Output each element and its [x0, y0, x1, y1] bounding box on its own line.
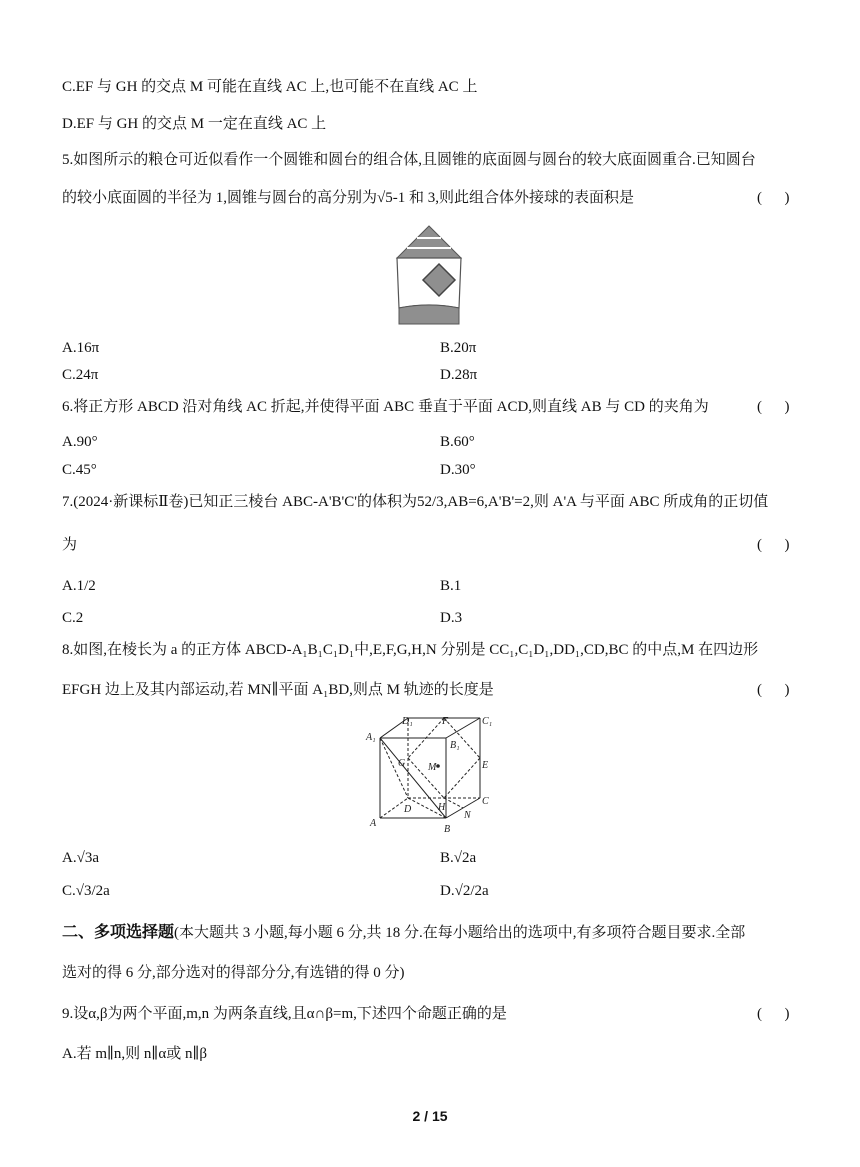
q7-option-b: B.1	[440, 578, 462, 594]
q8-option-a: A.√3a	[62, 850, 99, 866]
q8-option-d: D.√2/2a	[440, 883, 489, 899]
label-m: M	[428, 762, 437, 773]
q5-answer-paren: ( )	[757, 190, 790, 206]
q8-option-c: C.√3/2a	[62, 883, 110, 899]
q7-text-line2: 为	[62, 537, 78, 553]
q8-text-line2: EFGH 边上及其内部运动,若 MN∥平面 A₁BD,则点 M 轨迹的长度是	[62, 682, 494, 698]
q6-option-b: B.60°	[440, 434, 475, 450]
q5-text-line1: 5.如图所示的粮仓可近似看作一个圆锥和圆台的组合体,且圆锥的底面圆与圆台的较大底面圆重合.已知圆台	[62, 152, 756, 168]
q7-text-line1: 7.(2024·新课标Ⅱ卷)已知正三棱台 ABC-A'B'C'的体积为52/3,AB=6,A'B'=2,则 A'A 与平面 ABC 所成角的正切值	[62, 494, 769, 510]
q5-option-a: A.16π	[62, 340, 100, 356]
silo-figure	[393, 224, 465, 328]
label-b: B	[444, 824, 451, 835]
q8-answer-paren: ( )	[757, 682, 790, 698]
section-2-heading	[62, 922, 745, 943]
label-a: A	[370, 818, 377, 829]
q7-answer-paren: ( )	[757, 537, 790, 553]
label-g: G	[398, 758, 406, 769]
q8-text-line1: 8.如图,在棱长为 a 的正方体 ABCD-A₁B₁C₁D₁中,E,F,G,H,N 分别是 CC₁,C₁D₁,DD₁,CD,BC 的中点,M 在四边形	[62, 642, 759, 658]
section-2-desc-line2: 选对的得 6 分,部分选对的得部分分,有选错的得 0 分)	[62, 965, 405, 981]
q9-answer-paren: ( )	[757, 1006, 790, 1022]
q6-option-d: D.30°	[440, 462, 476, 478]
section-2-title: 二、多项选择题	[62, 922, 175, 941]
label-f: F	[442, 716, 449, 727]
label-a1: A₁	[366, 732, 376, 743]
q6-answer-paren: ( )	[757, 399, 790, 415]
q7-option-c: C.2	[62, 610, 84, 626]
q7-option-d: D.3	[440, 610, 463, 626]
section-2-desc: (本大题共 3 小题,每小题 6 分,共 18 分.在每小题给出的选项中,有多项符合题目要求.全部	[174, 925, 746, 941]
option-c-prev: C.EF 与 GH 的交点 M 可能在直线 AC 上,也可能不在直线 AC 上	[62, 79, 478, 95]
label-b1: B₁	[450, 740, 460, 751]
q5-text-line2: 的较小底面圆的半径为 1,圆锥与圆台的高分别为√5-1 和 3,则此组合体外接球的表面积是	[62, 190, 634, 206]
q5-option-d: D.28π	[440, 367, 478, 383]
q9-option-a: A.若 m∥n,则 n∥α或 n∥β	[62, 1046, 208, 1062]
label-d1: D₁	[402, 716, 413, 727]
q7-option-a: A.1/2	[62, 578, 96, 594]
silo-cone	[397, 226, 461, 258]
q6-text-line1: 6.将正方形 ABCD 沿对角线 AC 折起,并使得平面 ABC 垂直于平面 ACD,则直线 AB 与 CD 的夹角为	[62, 399, 709, 415]
label-d: D	[404, 804, 412, 815]
label-c: C	[482, 796, 489, 807]
label-c1: C₁	[482, 716, 493, 727]
point-m	[436, 764, 440, 768]
page-number: 2 / 15	[412, 1108, 448, 1124]
silo-base-band	[399, 305, 459, 324]
q5-option-b: B.20π	[440, 340, 477, 356]
q6-option-c: C.45°	[62, 462, 97, 478]
label-h: H	[438, 802, 446, 813]
q6-option-a: A.90°	[62, 434, 98, 450]
label-e: E	[482, 760, 489, 771]
option-d-prev: D.EF 与 GH 的交点 M 一定在直线 AC 上	[62, 116, 327, 132]
cube-figure	[362, 714, 502, 838]
q8-option-b: B.√2a	[440, 850, 477, 866]
q5-option-c: C.24π	[62, 367, 99, 383]
q9-text-line1: 9.设α,β为两个平面,m,n 为两条直线,且α∩β=m,下述四个命题正确的是	[62, 1006, 507, 1022]
label-n: N	[464, 810, 471, 821]
